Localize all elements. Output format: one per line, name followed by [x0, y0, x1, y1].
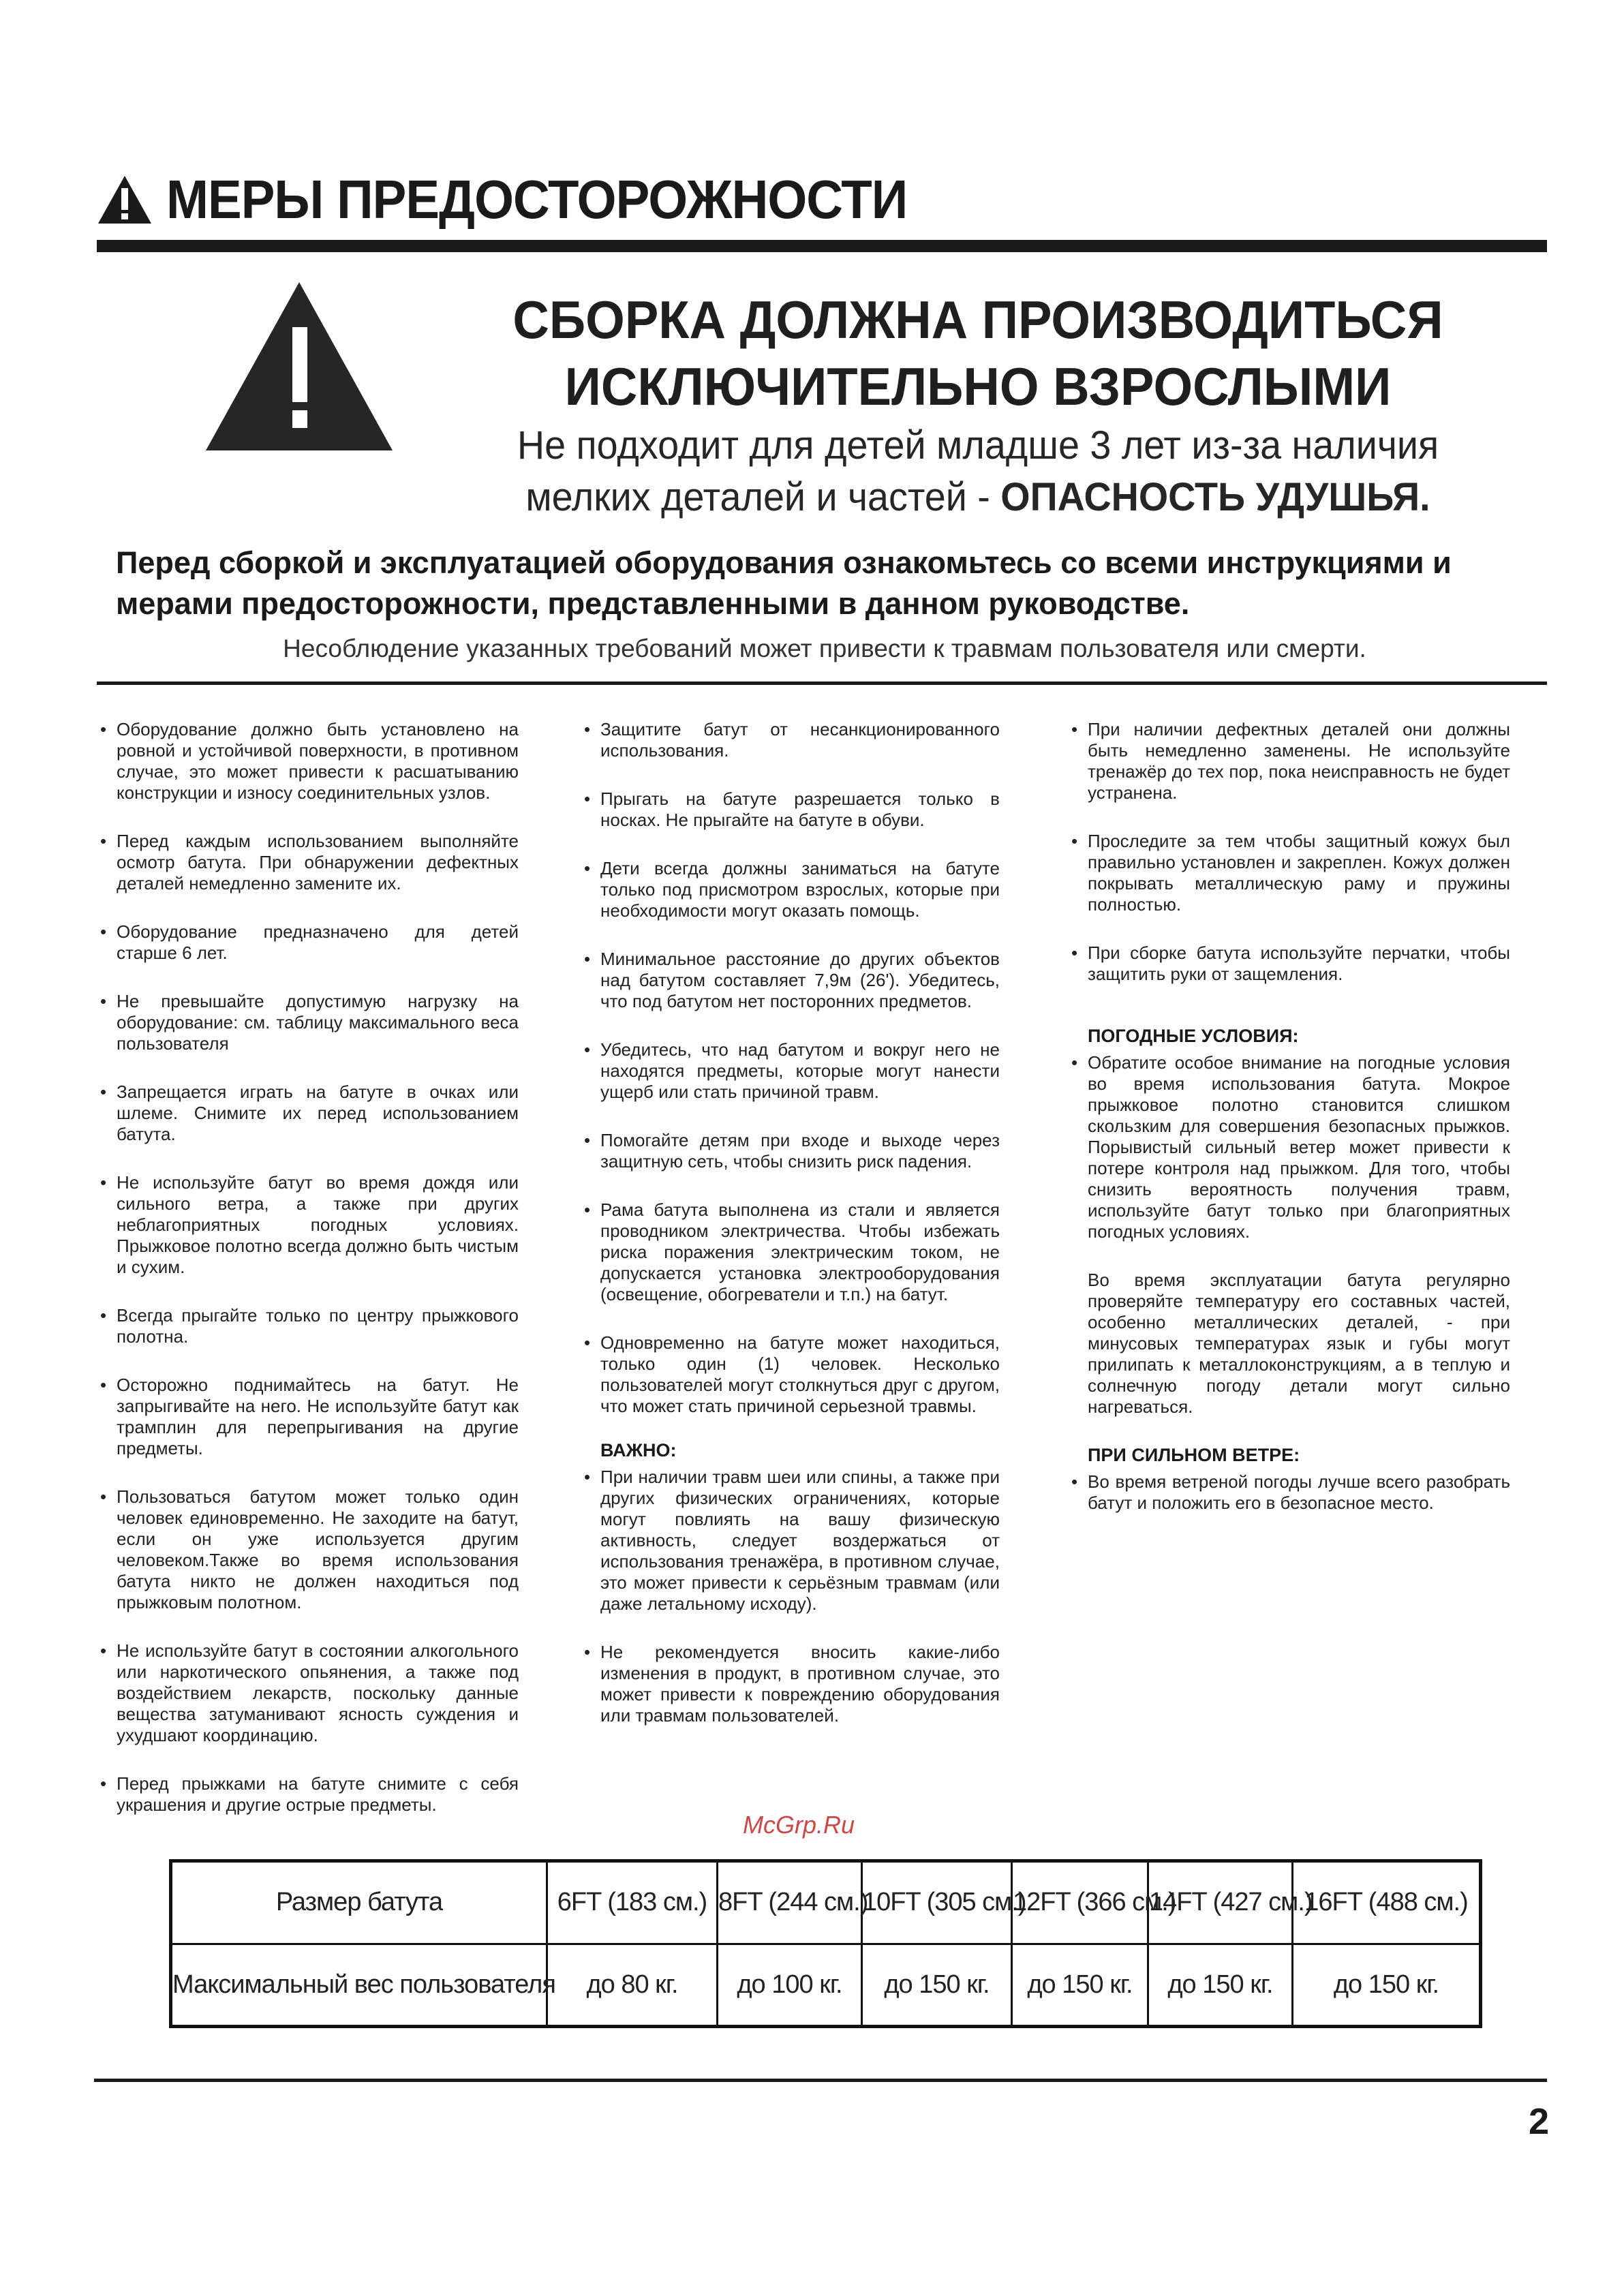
- wind-heading: ПРИ СИЛЬНОМ ВЕТРЕ:: [1088, 1445, 1300, 1465]
- list-item: • Не используйте батут во время дождя или сильного ветра, а также при других неблагоприятных погодных условиях. Прыжковое полотно всегда должно быть чистым и сухим.: [100, 1172, 519, 1277]
- hero-warning: [409, 286, 1547, 523]
- large-warning-icon: [203, 279, 395, 453]
- watermark: McGrp.Ru: [743, 1811, 855, 1839]
- hero-sub-2: мелких деталей и частей - ОПАСНОСТЬ УДУШЬЯ.: [525, 475, 1430, 519]
- list-item: • Защитите батут от несанкционированного использования.: [584, 719, 1000, 761]
- column-1: [99, 719, 519, 1843]
- header-rule: [97, 240, 1547, 252]
- list-item: • Помогайте детям при входе и выходе через защитную сеть, чтобы снизить риск падения.: [584, 1130, 1000, 1172]
- list-item: • Перед прыжками на батуте снимите с себя украшения и другие острые предметы.: [100, 1773, 519, 1815]
- max-weight-table: [169, 1859, 1482, 2028]
- warning-triangle-icon: [97, 174, 153, 225]
- table-cell: до 80 кг.: [547, 1944, 718, 2027]
- list-item: • Не рекомендуется вносить какие-либо изменения в продукт, в противном случае, это может привести к повреждению оборудования или травмам пользователей.: [584, 1642, 1000, 1726]
- list-item: • Всегда прыгайте только по центру прыжкового полотна.: [100, 1305, 519, 1347]
- intro-note: Несоблюдение указанных требований может привести к травмам пользователя или смерти.: [283, 634, 1366, 662]
- list-item: • Минимальное расстояние до других объектов над батутом составляет 7,9м (26'). Убедитесь, что под батутом нет посторонних предметов.: [584, 949, 1000, 1011]
- hero-sub-1: Не подходит для детей младше 3 лет из-за наличия: [517, 423, 1439, 468]
- table-cell: 8FT (244 см.): [718, 1861, 862, 1944]
- intro-instruction: Перед сборкой и эксплуатацией оборудования ознакомьтесь со всеми инструкциями и мерами предосторожности, представленными в данном руководстве.: [116, 545, 1452, 621]
- list-item: • Перед каждым использованием выполняйте осмотр батута. При обнаружении дефектных деталей немедленно замените их.: [100, 831, 519, 893]
- footer-rule: [94, 2079, 1547, 2082]
- table-cell: Максимальный вес пользователя: [171, 1944, 547, 2027]
- table-cell: до 150 кг.: [862, 1944, 1012, 2027]
- choking-hazard: ОПАСНОСТЬ УДУШЬЯ.: [1000, 475, 1430, 519]
- column-2-list: [583, 719, 1000, 1417]
- weather-item: • Обратите особое внимание на погодные условия во время использования батута. Мокрое прыжковое полотно становится слишком скользким для совершения безопасных прыжков. Порывистый сильный ветер может привести к потере контроля над прыжком. Для того, чтобы снизить вероятность получения травм, используйте батут только при благоприятных погодных условиях.: [1071, 1052, 1510, 1242]
- table-cell: Размер батута: [171, 1861, 547, 1944]
- list-item: • Проследите за тем чтобы защитный кожух был правильно установлен и закреплен. Кожух должен покрывать металлическую раму и пружины полностью.: [1071, 831, 1510, 915]
- table-cell: 14FT (427 см.): [1148, 1861, 1293, 1944]
- page-title: МЕРЫ ПРЕДОСТОРОЖНОСТИ: [166, 169, 908, 230]
- table-cell: 10FT (305 см.): [862, 1861, 1012, 1944]
- weight-row: [171, 1944, 1481, 2027]
- list-item: • Не используйте батут в состоянии алкогольного или наркотического опьянения, а также под воздействием лекарств, поскольку данные вещества затуманивают ясность суждения и ухудшают координацию.: [100, 1640, 519, 1745]
- list-item: • Пользоваться батутом может только один человек единовременно. Не заходите на батут, если он уже используется другим человеком.Также во время использования батута никто не должен находиться под прыжковым полотном.: [100, 1486, 519, 1612]
- list-item: • Прыгать на батуте разрешается только в носках. Не прыгайте на батуте в обуви.: [584, 789, 1000, 830]
- size-row: [171, 1861, 1481, 1944]
- section-rule: [97, 682, 1547, 685]
- table-cell: 16FT (488 см.): [1293, 1861, 1481, 1944]
- table-cell: 12FT (366 см.): [1012, 1861, 1148, 1944]
- list-item: • Осторожно поднимайтесь на батут. Не запрыгивайте на него. Не используйте батут как трамплин для перепрыгивания на другие предметы.: [100, 1375, 519, 1458]
- page-header: [97, 162, 963, 237]
- important-list: [583, 1467, 1000, 1726]
- table-cell: до 150 кг.: [1293, 1944, 1481, 2027]
- list-item: • Оборудование предназначено для детей старше 6 лет.: [100, 921, 519, 963]
- page-number: 2: [1528, 2101, 1549, 2142]
- table-cell: 6FT (183 см.): [547, 1861, 718, 1944]
- table-cell: до 150 кг.: [1148, 1944, 1293, 2027]
- column-3-list: [1070, 719, 1510, 985]
- column-3: [1070, 719, 1510, 1541]
- temperature-paragraph: Во время эксплуатации батута регулярно проверяйте температуру его составных частей, особенно металлических деталей, - при минусовых температурах язык и губы могут прилипать к металлоконструкциям, а в теплую и солнечную погоду детали могут сильно нагреваться.: [1088, 1270, 1510, 1417]
- weather-heading: ПОГОДНЫЕ УСЛОВИЯ:: [1088, 1026, 1299, 1046]
- list-item: • При наличии травм шеи или спины, а также при других физических ограничениях, которые могут повлиять на вашу физическую активность, следует воздержаться от использования тренажёра, в противном случае, это может привести к серьёзным травмам (или даже летальному исходу).: [584, 1467, 1000, 1614]
- wind-item: • Во время ветреной погоды лучше всего разобрать батут и положить его в безопасное место.: [1071, 1471, 1510, 1513]
- table-cell: до 100 кг.: [718, 1944, 862, 2027]
- list-item: • Оборудование должно быть установлено на ровной и устойчивой поверхности, в противном случае, это может привести к расшатыванию конструкции и износу соединительных узлов.: [100, 719, 519, 803]
- hero-line-2: ИСКЛЮЧИТЕЛЬНО ВЗРОСЛЫМИ: [564, 356, 1392, 416]
- list-item: • Одновременно на батуте может находиться, только один (1) человек. Несколько пользователей могут столкнуться друг с другом, что может стать причиной серьезной травмы.: [584, 1332, 1000, 1416]
- important-heading: ВАЖНО:: [600, 1440, 677, 1460]
- list-item: • Дети всегда должны заниматься на батуте только под присмотром взрослых, которые при необходимости могут оказать помощь.: [584, 858, 1000, 921]
- column-2: [583, 719, 1000, 1754]
- hero-line-1: СБОРКА ДОЛЖНА ПРОИЗВОДИТЬСЯ: [512, 290, 1443, 350]
- list-item: • Рама батута выполнена из стали и является проводником электричества. Чтобы избежать риска поражения электрическим током, не допускается установка электрооборудования (освещение, обогреватели и т.п.) на батут.: [584, 1199, 1000, 1304]
- list-item: • Не превышайте допустимую нагрузку на оборудование: см. таблицу максимального веса пользователя: [100, 991, 519, 1054]
- list-item: • При наличии дефектных деталей они должны быть немедленно заменены. Не используйте тренажёр до тех пор, пока неисправность не будет устранена.: [1071, 719, 1510, 803]
- list-item: • Убедитесь, что над батутом и вокруг него не находятся предметы, которые могут нанести ущерб или стать причиной травм.: [584, 1039, 1000, 1102]
- table-cell: до 150 кг.: [1012, 1944, 1148, 2027]
- list-item: • Запрещается играть на батуте в очках или шлеме. Снимите их перед использованием батута.: [100, 1082, 519, 1144]
- list-item: • При сборке батута используйте перчатки, чтобы защитить руки от защемления.: [1071, 943, 1510, 984]
